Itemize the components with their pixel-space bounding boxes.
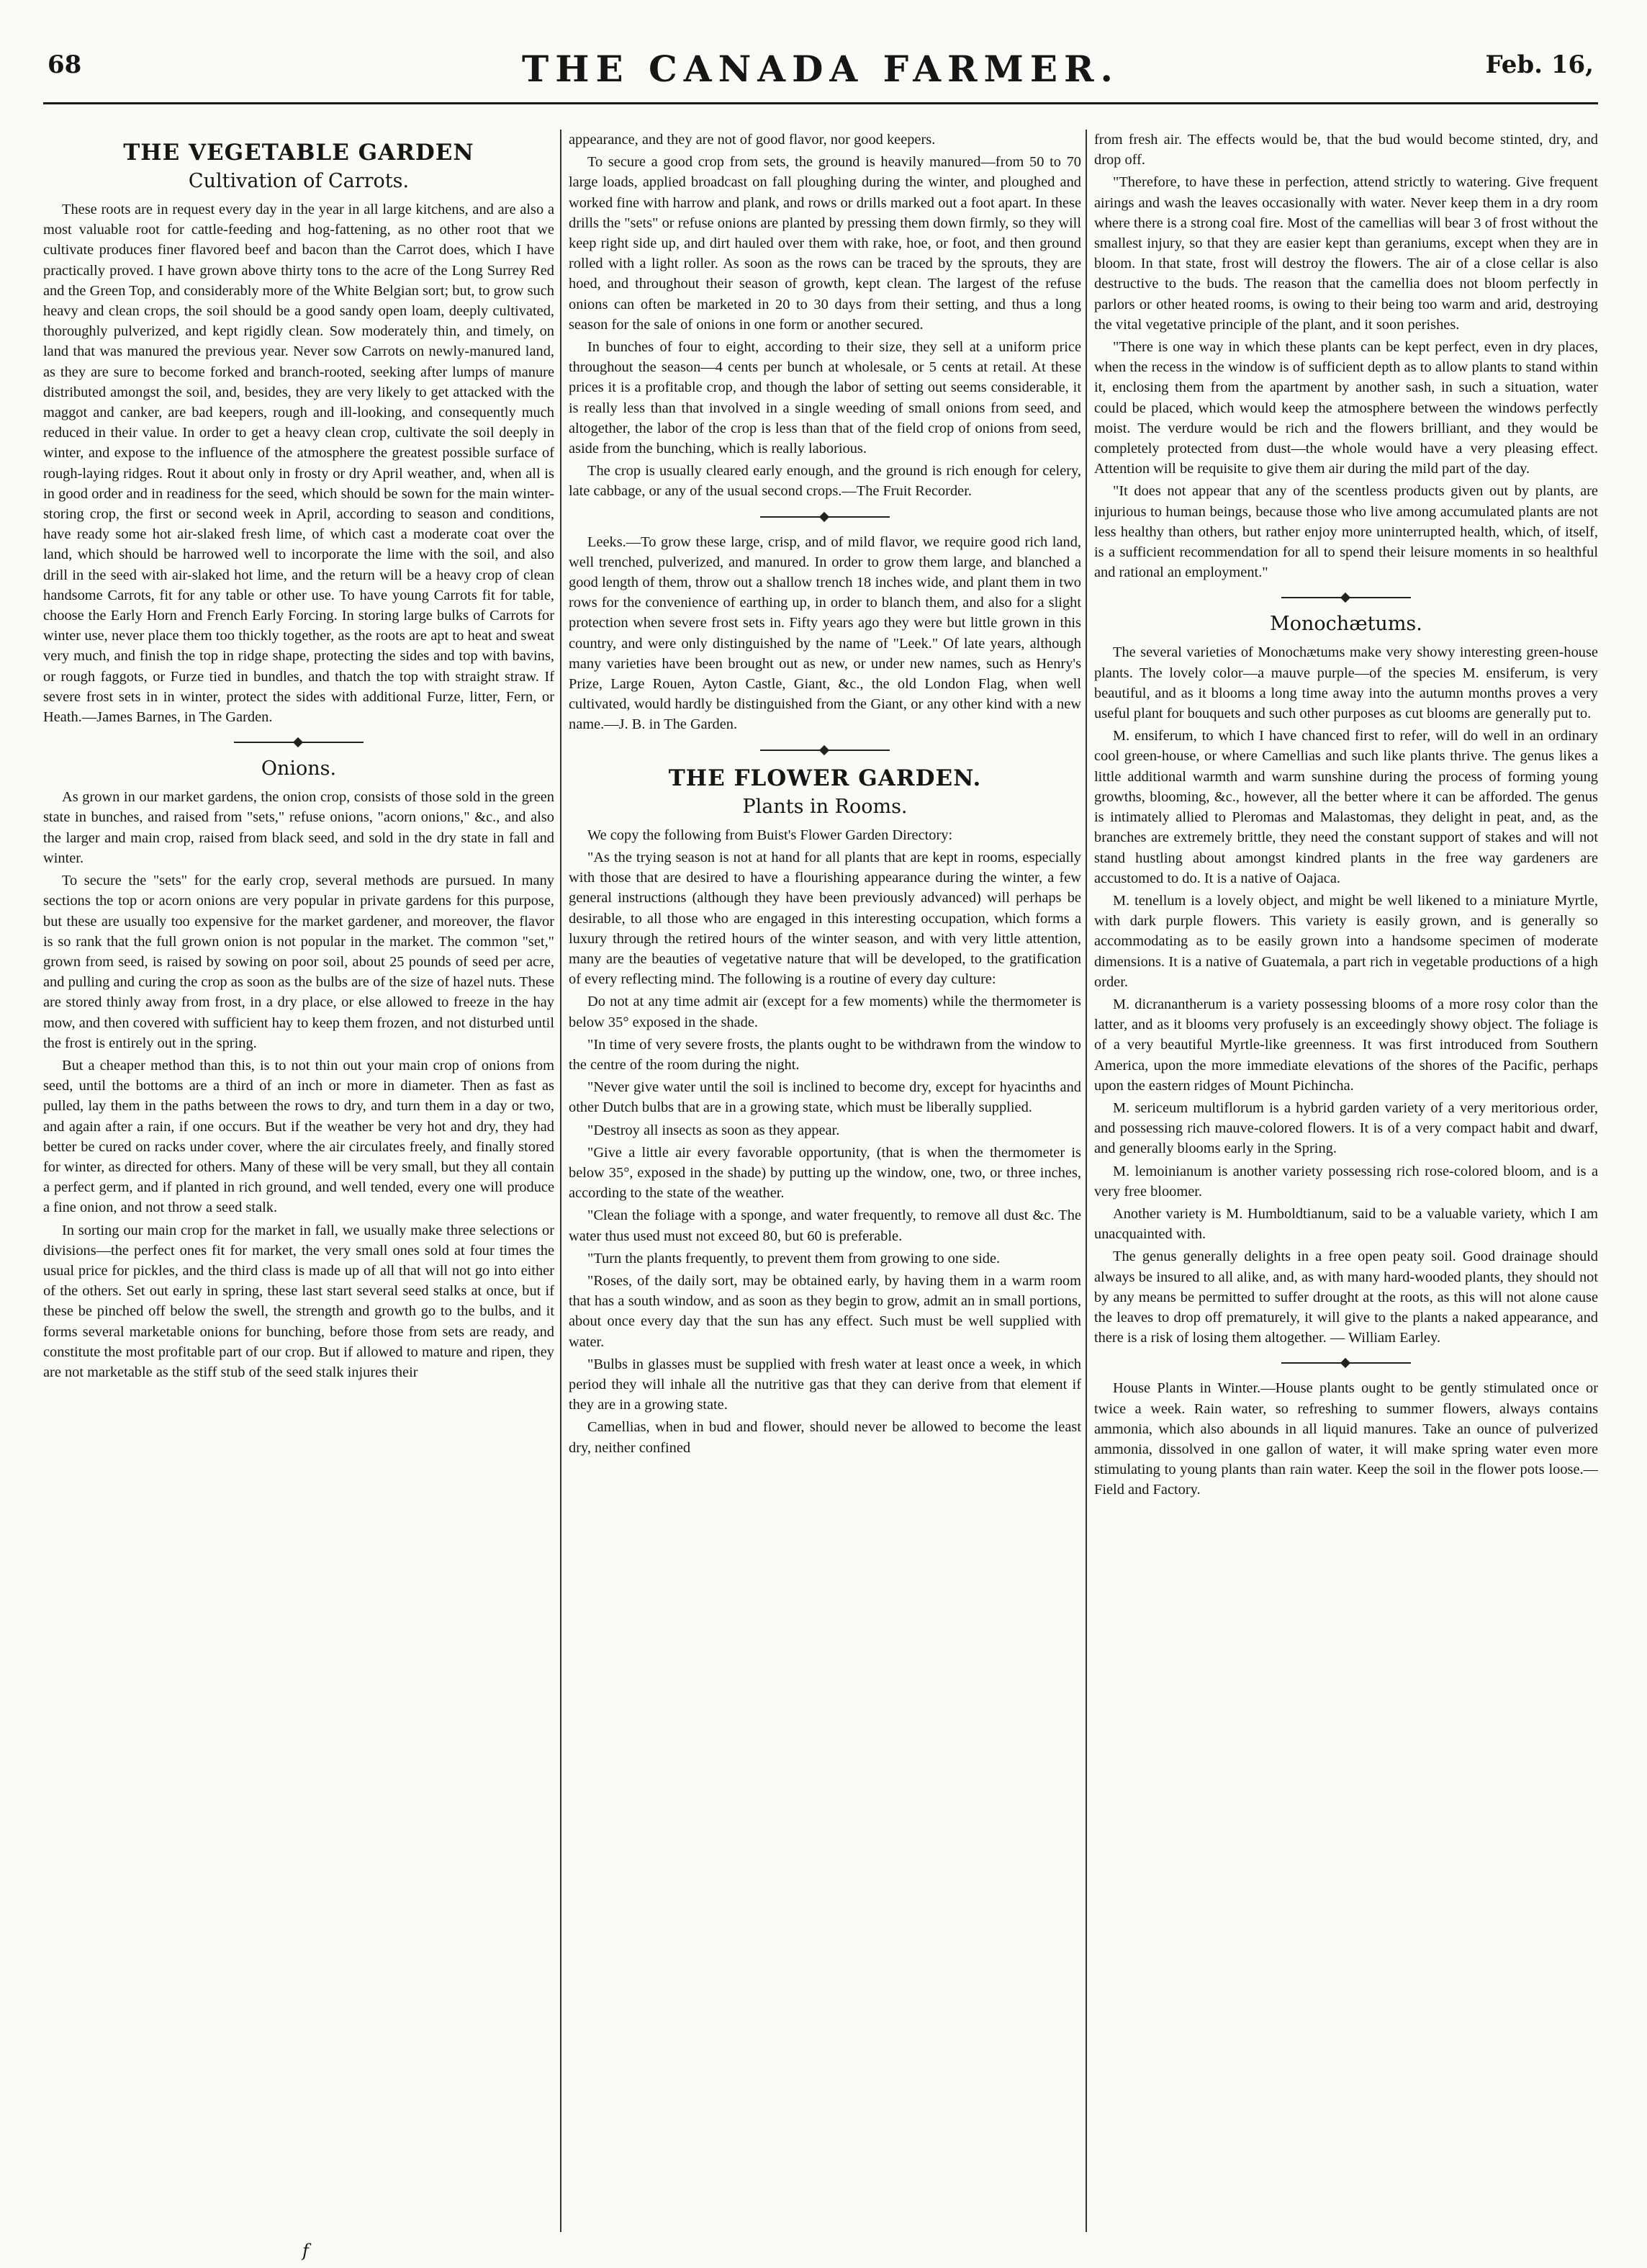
section-divider bbox=[1281, 597, 1411, 598]
article-paragraph: We copy the following from Buist's Flower Garden Directory: bbox=[587, 827, 953, 843]
column-1 bbox=[43, 130, 554, 2239]
section-heading: THE VEGETABLE GARDEN bbox=[123, 140, 474, 166]
column-rule bbox=[560, 130, 561, 2232]
article-paragraph: To secure the "sets" for the early crop, several methods are pursued. In many sections the top or acorn onions are very popular in private gardens for this purpose, but these are usually too expensive for the market gardener, and moreover, the flavor is so rank that the full grown onion is not popular in the market. The common "set," grown from seed, is raised by sowing on poor soil, about 25 pounds of seed per acre, and pulling and curing the crop as soon as the bulbs are of the size of hazel nuts. These are stored thinly away from frost, in a dry place, or else allowed to freeze in the hay mow, and then covered with sufficient hay to keep them frozen, and not disturbed until the frost is entirely out in the spring. bbox=[43, 873, 554, 1051]
stray-mark: f bbox=[302, 2241, 309, 2261]
article-paragraph: Camellias, when in bud and flower, should never be allowed to become the least dry, neither confined bbox=[569, 1419, 1081, 1456]
article-paragraph: Leeks.—To grow these large, crisp, and of mild flavor, we require good rich land, well trenched, pulverized, and manured. In order to grow them large, and blanched a good length of them, throw out a shallow trench 18 inches wide, and plant them in two rows for the convenience of earthing up, in order to blanch them, and also for a slight protection when severe frost sets in. Fifty years ago they were but little grown in this country, and were only distinguished by the name of "Leek." Of late years, although many varieties have been brought out as new, or under new names, such as Henry's Prize, Large Rouen, Ayton Castle, Giant, &c., the old London Flag, when well cultivated, would hardly be distinguished from the Giant, or any other kind with a new name.—J. B. in The Garden. bbox=[569, 534, 1081, 733]
article-paragraph: The genus generally delights in a free open peaty soil. Good drainage should always be insured to all alike, and, as with many hard-wooded plants, they should not by any means be permitted to suffer drought at the roots, as this will not alone cause the leaves to drop off prematurely, it will give to the plants a naked appearance, and there is a risk of losing them altogether. — William Earley. bbox=[1094, 1248, 1598, 1346]
section-divider bbox=[234, 742, 364, 743]
article-paragraph: In bunches of four to eight, according to their size, they sell at a uniform price throughout the season—4 cents per bunch at wholesale, or 5 cents at retail. At these prices it is a profitable crop, and though the labor of setting out seems considerable, it is really less than that involved in a single weeding of small onions from seed, and altogether, the labor of the crop is less than that of the field crop of onions from seed, aside from the bunching, which is really laborious. bbox=[569, 339, 1081, 457]
article-paragraph: These roots are in request every day in the year in all large kitchens, and are also a most valuable root for cattle-feeding and hog-fattening, as no other root that we cultivate produces finer flavored beef and bacon than the Carrot does, which I have practically proved. I have grown above thirty tons to the acre of the Long Surrey Red and the Green Top, and considerably more of the White Belgian sort; but, to grow such heavy and clean crops, the soil should be a good sandy open loam, deeply cultivated, thoroughly pulverized, and kept rigidly clean. Sow moderately thin, and timely, on land that was manured the previous year. Never sow Carrots on newly-manured land, as they are sure to become forked and branch-rooted, seeking after lumps of manure distributed amongst the soil, and, besides, they are very likely to get attacked with the maggot and canker, are bad keepers, rough and ill-looking, and consequently much reduced in their value. In order to get a heavy clean crop, cultivate the soil deeply in winter, and expose to the influence of the atmosphere the greatest possible surface of rough-laying ridges. Rout it about only in frosty or dry April weather, and, when all is in good order and in readiness for the seed, which should be sown for the main winter-storing crop, the first or second week in April, according to season and conditions, have ready some hot air-slaked fresh lime, of which cast a moderate coat over the land, which should be harrowed well to incorporate the lime with the soil, and also drill in the seed with air-slaked hot lime, and the return will be a heavy crop of clean handsome Carrots, fit for any table or other use. To have young Carrots fit for table, choose the Early Horn and French Early Forcing. In storing large bulks of Carrots for winter use, never place them too thickly together, as the roots are apt to heat and sweat very much, and finish the top in ridge shape, protecting the sides and top with bavins, or rough faggots, or Furze tied in bundles, and thatch the top with straight straw. If severe frost sets in in winter, protect the sides with additional Furze, litter, Fern, or Heath.—James Barnes, in The Garden. bbox=[43, 202, 554, 726]
article-paragraph: The several varieties of Monochætums make very showy interesting green-house plants. The lovely color—a mauve purple—of the species M. ensiferum, is very beautiful, and as it blooms a long time away into the autumn months proves a very useful plant for bouquets and such other purposes as cut blooms are generally put to. bbox=[1094, 644, 1598, 722]
issue-date: Feb. 16, bbox=[1485, 50, 1594, 79]
article-paragraph: "Clean the foliage with a sponge, and water frequently, to remove all dust &c. The water thus used must not exceed 80, but 60 is preferable. bbox=[569, 1207, 1081, 1244]
article-paragraph: "There is one way in which these plants can be kept perfect, even in dry places, when the recess in the window is of sufficient depth as to allow plants to stand within it, enclosing them from the apartment by another sash, in such a situation, water could be placed, which would keep the atmosphere between the windows perfectly moist. The verdure would be rich and the flowers brilliant, and they would be completely protected from dust—the whole would have a very pleasing effect. Attention will be requisite to give them air during the mild part of the day. bbox=[1094, 339, 1598, 477]
article-paragraph: M. lemoinianum is another variety possessing rich rose-colored bloom, and is a very free bloomer. bbox=[1094, 1163, 1598, 1200]
article-title: Onions. bbox=[261, 757, 337, 780]
article-paragraph: To secure a good crop from sets, the ground is heavily manured—from 50 to 70 large loads, applied broadcast on fall ploughing during the winter, and ploughed and worked fine with harrow and plank, and rows or drills marked out a foot apart. In these drills the "sets" or refuse onions are planted by pressing them down firmly, so they will keep right side up, and dirt hauled over them with rake, hoe, or foot, and then ground rolled with a light roller. As soon as the rows can be traced by the sprouts, they are hoed, and throughout their season of growth, kept clean. The largest of the refuse onions can often be marketed in 20 to 30 days from their setting, and thus a long season for the sale of onions in one form or another secured. bbox=[569, 154, 1081, 333]
article-paragraph: M. sericeum multiflorum is a hybrid garden variety of a very meritorious order, and possessing rich mauve-colored flowers. It is of a very compact habit and dwarf, and generally blooms early in the Spring. bbox=[1094, 1099, 1598, 1157]
article-paragraph: "It does not appear that any of the scentless products given out by plants, are injurious to human beings, because those who live among accumulated plants are not less healthy than others, but rather enjoy more uninterrupted health, which, of itself, is a sufficient recommendation for all to spend their leisure moments in so healthful and rational an employment." bbox=[1094, 483, 1598, 581]
article-paragraph: Another variety is M. Humboldtianum, said to be a valuable variety, which I am unacquainted with. bbox=[1094, 1205, 1598, 1243]
article-paragraph: M. dicranantherum is a variety possessing blooms of a more rosy color than the latter, and as it blooms very profusely is an exceedingly showy object. The foliage is of a very beautiful Myrtle-like greenness. It was first introduced from Southern America, upon the more immediate elevations of the shores of the Pacific, perhaps upon the eastern ridges of Mount Pichincha. bbox=[1094, 996, 1598, 1094]
article-paragraph: But a cheaper method than this, is to not thin out your main crop of onions from seed, until the bottoms are a third of an inch or more in diameter. Then as fast as pulled, lay them in the paths between the rows to dry, and turn them in a day or two, and again after a rain, if one occurs. But if the weather be very hot and dry, they had better be cured on racks under cover, where the air circulates freely, and finally stored for winter, as directed for others. Many of these will be very small, but they all contain a perfect germ, and if planted in rich ground, and well tended, every one will produce a fine onion, and not throw a seed stalk. bbox=[43, 1057, 554, 1216]
article-title: Plants in Rooms. bbox=[742, 795, 908, 818]
newspaper-title: THE CANADA FARMER. bbox=[522, 48, 1119, 90]
article-paragraph: The crop is usually cleared early enough, and the ground is rich enough for celery, late cabbage, or any of the usual second crops.—The Fruit Recorder. bbox=[569, 463, 1081, 500]
masthead bbox=[43, 45, 1598, 104]
section-divider bbox=[760, 750, 890, 751]
column-2 bbox=[569, 130, 1081, 2239]
article-paragraph: As grown in our market gardens, the onion crop, consists of those sold in the green state in bunches, and raised from "sets," refuse onions, "acorn onions," &c., and also the larger and main crop, raised from black seed, and sold in the dry state in fall and winter. bbox=[43, 789, 554, 866]
article-paragraph: "Roses, of the daily sort, may be obtained early, by having them in a warm room that has a south window, and as soon as they begin to grow, admit an in small portions, about once every day that the sun has any effect. Such must be well supplied with water. bbox=[569, 1272, 1081, 1350]
article-paragraph: M. ensiferum, to which I have chanced first to refer, will do well in an ordinary cool green-house, or where Camellias and such like plants thrive. The genus likes a little additional warmth and warm sunshine during the process of forming young growths, blooming, &c., however, all the better where it can be afforded. The genus is intimately allied to Pleromas and Malastomas, they delight in peat, and, as the branches are extremely brittle, they need the constant support of stakes and will not stand hustling about amongst kindred plants in the free way gardeners are accustomed to do. It is a native of Oajaca. bbox=[1094, 728, 1598, 886]
article-title: Monochætums. bbox=[1270, 613, 1422, 636]
article-paragraph: "Give a little air every favorable opportunity, (that is when the thermometer is below 35°, exposed in the shade) by putting up the window, one, two, or three inches, according to the state of the weather. bbox=[569, 1144, 1081, 1202]
section-divider bbox=[760, 516, 890, 518]
article-paragraph: Do not at any time admit air (except for a few moments) while the thermometer is below 35° exposed in the shade. bbox=[569, 994, 1081, 1030]
section-heading: THE FLOWER GARDEN. bbox=[668, 765, 982, 791]
article-title: Cultivation of Carrots. bbox=[188, 170, 410, 192]
article-paragraph: "Bulbs in glasses must be supplied with fresh water at least once a week, in which period they will inhale all the nutritive gas that they can derive from that element if they are in a growing state. bbox=[569, 1356, 1081, 1413]
column-3 bbox=[1094, 130, 1598, 2239]
article-paragraph: "Turn the plants frequently, to prevent them from growing to one side. bbox=[587, 1250, 1001, 1266]
article-paragraph: House Plants in Winter.—House plants ought to be gently stimulated once or twice a week. Rain water, so refreshing to summer flowers, always contains ammonia, which also abounds in all liquid manures. Take an ounce of pulverized ammonia, dissolved in one gallon of water, it will make spring water even more stimulating to young plants than rain water. Keep the soil in the flower pots loose.—Field and Factory. bbox=[1094, 1380, 1598, 1498]
article-paragraph: "Destroy all insects as soon as they appear. bbox=[587, 1122, 840, 1138]
column-rule bbox=[1086, 130, 1087, 2232]
article-paragraph: In sorting our main crop for the market in fall, we usually make three selections or divisions—the perfect ones fit for market, the very small ones sold at four times the usual price for pickles, and the third class is made up of all that will not go into either of the others. Set out early in spring, these last start several seed stalks at once, but if these be pinched off below the swell, the strength and growth go to the bulbs, and it forms several marketable onions for bunching, before those from sets are ready, and constitute the most profitable part of our crop. But if allowed to mature and ripen, they are not marketable as the stiff stub of the seed stalk injures their bbox=[43, 1222, 554, 1380]
article-paragraph: "In time of very severe frosts, the plants ought to be withdrawn from the window to the centre of the room during the night. bbox=[569, 1036, 1081, 1073]
section-divider bbox=[1281, 1362, 1411, 1364]
article-paragraph: "Therefore, to have these in perfection, attend strictly to watering. Give frequent airings and wash the leaves occasionally with water. Never keep them in a dry room where there is a strong coal fire. Most of the camellias will bear 3 of frost without the smallest injury, so that they are easier kept than geraniums, except when they are in bloom. In that state, frost will destroy the flowers. The air of a close cellar is also destructive to the buds. The reason that the camellia does not bloom perfectly in parlors or other heated rooms, is owing to their being too warm and arid, destroying the vital vegetative principle of the plant, and it soon perishes. bbox=[1094, 174, 1598, 333]
article-paragraph: "Never give water until the soil is inclined to become dry, except for hyacinths and other Dutch bulbs that are in a growing state, which must be liberally supplied. bbox=[569, 1079, 1081, 1116]
article-paragraph: appearance, and they are not of good flavor, nor good keepers. bbox=[569, 132, 936, 148]
article-paragraph: "As the trying season is not at hand for all plants that are kept in rooms, especially with those that are desired to have a flourishing appearance during the winter, a few general instructions (although they have been previously advanced) will perhaps be desirable, to all those who are engaged in this interesting occupation, which forms a luxury through the retired hours of the winter season, and with very little attention, many are the beauties of vegetative nature that will be developed, to the gratification of every reflecting mind. The following is a routine of every day culture: bbox=[569, 849, 1081, 988]
page-number: 68 bbox=[48, 50, 82, 79]
article-paragraph: from fresh air. The effects would be, that the bud would become stinted, dry, and drop off. bbox=[1094, 132, 1598, 168]
article-paragraph: M. tenellum is a lovely object, and might be well likened to a miniature Myrtle, with dark purple flowers. This variety is easily grown, and is generally so accommodating as to be easily grown into a handsome specimen of moderate dimensions. It is a native of Guatemala, a part rich in vegetable productions of a high order. bbox=[1094, 892, 1598, 990]
